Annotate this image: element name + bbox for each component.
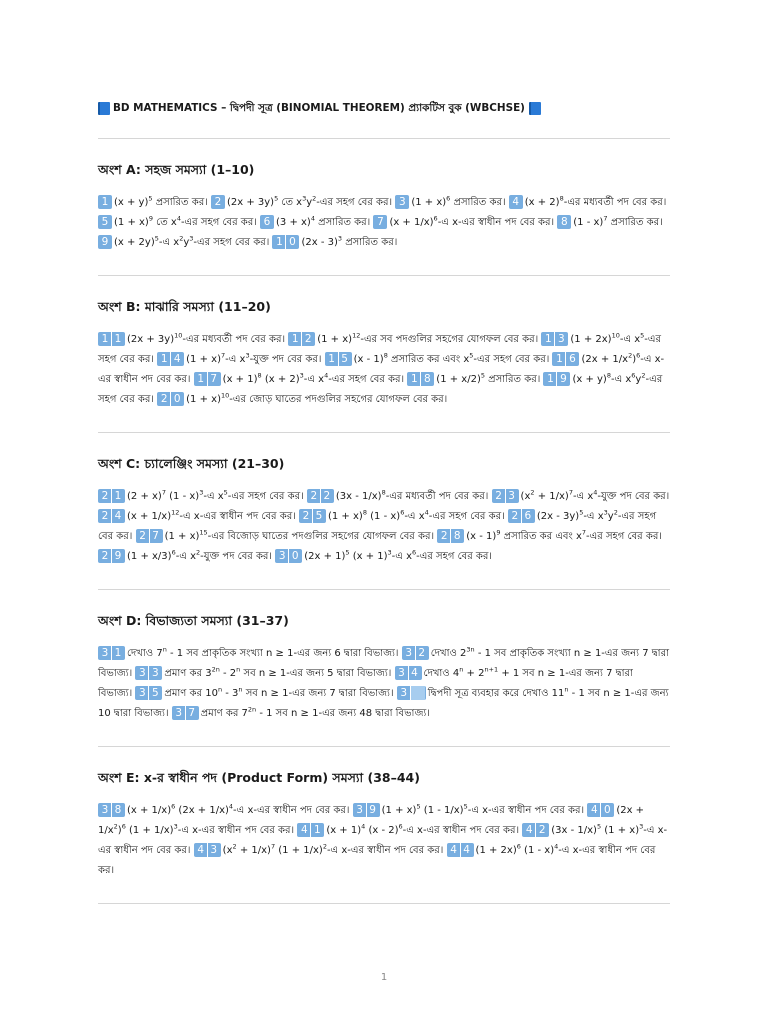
problem-text: $(1 + x)^6$ প্রসারিত কর। bbox=[411, 194, 506, 208]
page-number: 1 bbox=[380, 972, 388, 983]
problem-text: $(x + 1/x)^{12}-এ$ x-এর স্বাধীন পদ বের কর। bbox=[127, 508, 296, 522]
problem-text: $(1 + x)^{15}-এর$ বিজোড় ঘাতের পদগুলির সহগের যোগফল বের কর। bbox=[164, 528, 435, 542]
section bbox=[98, 276, 670, 432]
problem-text: $(1 + 2x)^{10}-এ$ $x^5-এর$ সহগ বের কর। bbox=[98, 331, 662, 365]
problem-number-badge: 2 7 bbox=[136, 529, 163, 543]
problem-number-badge: 1 3 bbox=[541, 332, 568, 346]
problem-item bbox=[172, 705, 430, 719]
problem-text: দেখাও 7$^n$ - 1 সব প্রাকৃতিক সংখ্যা n ≥ 1-এর জন্য 6 দ্বারা বিভাজ্য। bbox=[127, 645, 399, 659]
problem-number-badge: 2 1 bbox=[98, 489, 125, 503]
problem-text: $(2x + 1)^5$ $(x + 1)^3-এ$ $x^6-এর$ সহগ বের কর। bbox=[304, 548, 492, 562]
problem-number-badge: 3 4 bbox=[395, 666, 422, 680]
document-page bbox=[98, 100, 670, 904]
problem-number-badge: 3 3 bbox=[135, 666, 162, 680]
document-title: BD MATHEMATICS – দ্বিপদী সূত্র (BINOMIAL THEOREM) প্র্যাকটিস বুক (WBCHSE) bbox=[113, 102, 525, 114]
problem-item bbox=[194, 371, 405, 385]
problem-item bbox=[373, 214, 555, 228]
problem-text: $(2x + 1/x^2)^6$ $(1 + 1/x)^3-এ$ x-এর স্বাধীন পদ বের কর। bbox=[98, 805, 645, 836]
problem-item bbox=[98, 234, 270, 248]
problem-text: $(2x + 3y)^5$ তে $x^3y^2-এর$ সহগ বের কর। bbox=[226, 194, 393, 208]
problem-item bbox=[395, 194, 506, 208]
problem-text: $(3 + x)^4$ প্রসারিত কর। bbox=[276, 214, 371, 228]
problem-number-badge: 3 bbox=[395, 195, 409, 209]
problem-list bbox=[98, 487, 670, 567]
problem-text: $(x + 2y)^5-এ$ $x^2y^3-এর$ সহগ বের কর। bbox=[114, 234, 270, 248]
problem-text: $(1 + x)^5$ (1 - 1/x)$^5$-এ x-এর স্বাধীন পদ বের কর। bbox=[381, 802, 585, 816]
problem-item bbox=[98, 508, 296, 522]
problem-item bbox=[297, 822, 520, 836]
problem-item bbox=[437, 528, 662, 542]
problem-text: দেখাও $2^{3n} - 1$ সব প্রাকৃতিক সংখ্যা n ≥ 1-এর জন্য 7 দ্বারা বিভাজ্য। bbox=[98, 645, 669, 679]
section bbox=[98, 747, 670, 903]
problem-text: $(1 + x/2)^5$ প্রসারিত কর। bbox=[436, 371, 541, 385]
problem-number-badge: 1 6 bbox=[552, 352, 579, 366]
section bbox=[98, 433, 670, 589]
sections-container bbox=[98, 139, 670, 904]
problem-item bbox=[557, 214, 663, 228]
problem-number-badge: 2 2 bbox=[307, 489, 334, 503]
document-title-row bbox=[98, 100, 670, 116]
problem-text: $(1 + x)^8$ (1 - x)$^6$-এ $x^4-এর$ সহগ বের কর। bbox=[327, 508, 505, 522]
problem-number-badge: 3 7 bbox=[172, 706, 199, 720]
problem-item bbox=[98, 488, 304, 502]
problem-text: $(2x + 3y)^{10}-এর$ মধ্যবর্তী পদ বের কর। bbox=[127, 331, 286, 345]
problem-item bbox=[288, 331, 539, 345]
problem-text: $(x + 2)^8-এর$ মধ্যবর্তী পদ বের কর। bbox=[524, 194, 667, 208]
problem-number-badge: 4 1 bbox=[297, 823, 324, 837]
section-heading: অংশ A: সহজ সমস্যা (1–10) bbox=[98, 162, 255, 177]
problem-item bbox=[509, 194, 667, 208]
problem-text: $(2 + x)^7$ (1 - x)$^3$-এ $x^5-এর$ সহগ বের কর। bbox=[127, 488, 304, 502]
problem-number-badge: 4 3 bbox=[194, 843, 221, 857]
problem-text: $(x + 1)^4$ (x - 2)$^6$-এ x-এর স্বাধীন পদ বের কর। bbox=[326, 822, 520, 836]
divider bbox=[98, 903, 670, 904]
problem-text: $(x + 1/x)^6-এ$ x-এর স্বাধীন পদ বের কর। bbox=[389, 214, 555, 228]
problem-item bbox=[272, 234, 398, 248]
problem-item bbox=[135, 665, 392, 679]
problem-item bbox=[299, 508, 505, 522]
problem-text: ($x^2$ + $1/x)^7-এ$ $x^4-যুক্ত$ পদ বের কর। bbox=[520, 488, 670, 502]
problem-number-badge: 6 bbox=[260, 215, 274, 229]
section bbox=[98, 139, 670, 275]
problem-text: $(x^2 + 1/x)^7$ $(1 + 1/x)^2-এ$ x-এর স্বাধীন পদ বের কর। bbox=[222, 842, 444, 856]
problem-number-badge: 7 bbox=[373, 215, 387, 229]
problem-number-badge: 3 bbox=[397, 686, 426, 700]
problem-number-badge: 4 bbox=[509, 195, 523, 209]
book-icon bbox=[529, 102, 541, 115]
problem-item bbox=[157, 351, 322, 365]
problem-number-badge: 1 1 bbox=[98, 332, 125, 346]
problem-number-badge: 2 4 bbox=[98, 509, 125, 523]
problem-number-badge: 1 5 bbox=[325, 352, 352, 366]
problem-list bbox=[98, 801, 670, 881]
problem-text: $(x + 1/x)^6$ $(2x + 1/x)^4-এ$ x-এর স্বাধীন পদ বের কর। bbox=[127, 802, 350, 816]
problem-text: (2x - 3y)$^5$-এ $x^3y^2-এর$ সহগ বের কর। bbox=[98, 508, 657, 542]
problem-text: $(x + y)^5$ প্রসারিত কর। bbox=[114, 194, 208, 208]
problem-number-badge: 1 bbox=[98, 195, 112, 209]
problem-number-badge: 2 3 bbox=[492, 489, 519, 503]
problem-number-badge: 5 bbox=[98, 215, 112, 229]
problem-text: (x - 1)$^9$ প্রসারিত কর এবং $x^7-এর$ সহগ বের কর। bbox=[466, 528, 662, 542]
problem-item bbox=[135, 685, 394, 699]
problem-text: প্রমাণ কর $7^{2n} - 1$ সব n ≥ 1-এর জন্য 48 দ্বারা বিভাজ্য। bbox=[200, 705, 430, 719]
problem-number-badge: 4 2 bbox=[522, 823, 549, 837]
problem-number-badge: 8 bbox=[557, 215, 571, 229]
problem-item bbox=[260, 214, 371, 228]
problem-number-badge: 3 9 bbox=[353, 803, 380, 817]
problem-text: (3x - 1/x)$^8$-এর মধ্যবর্তী পদ বের কর। bbox=[335, 488, 489, 502]
problem-item bbox=[325, 351, 550, 365]
section-heading: অংশ B: মাঝারি সমস্যা (11–20) bbox=[98, 299, 271, 314]
problem-item bbox=[492, 488, 670, 502]
problem-item bbox=[194, 842, 444, 856]
problem-text: $(1 + x)^9$ তে $x^4-এর$ সহগ বের কর। bbox=[114, 214, 257, 228]
problem-text: (x - 1)$^8$ প্রসারিত কর এবং $x^5-এর$ সহগ বের কর। bbox=[353, 351, 550, 365]
problem-list bbox=[98, 193, 670, 253]
problem-item bbox=[211, 194, 393, 208]
problem-number-badge: 2 8 bbox=[437, 529, 464, 543]
problem-text: (1 - x)$^7$ প্রসারিত কর। bbox=[573, 214, 663, 228]
problem-list bbox=[98, 330, 670, 410]
problem-text: $(1 + x)^{10}-এর$ জোড় ঘাতের পদগুলির সহগের যোগফল বের কর। bbox=[186, 391, 448, 405]
problem-item bbox=[157, 391, 448, 405]
problem-text: দেখাও $4^n + 2^{n+1} + 1$ সব n ≥ 1-এর জন্য 7 দ্বারা বিভাজ্য। bbox=[98, 665, 633, 699]
problem-number-badge: 1 8 bbox=[407, 372, 434, 386]
problem-text: $(2x + 1/x^2)^6-এ$ x-এর স্বাধীন পদ বের কর। bbox=[98, 351, 665, 385]
problem-number-badge: 1 0 bbox=[272, 235, 299, 249]
problem-text: দ্বিপদী সূত্র ব্যবহার করে দেখাও 11$^n$ - 1 সব n ≥ 1-এর জন্য 10 দ্বারা বিভাজ্য। bbox=[98, 685, 669, 719]
problem-item bbox=[98, 331, 286, 345]
problem-number-badge: 3 8 bbox=[98, 803, 125, 817]
problem-number-badge: 3 1 bbox=[98, 646, 125, 660]
problem-number-badge: 2 9 bbox=[98, 549, 125, 563]
problem-item bbox=[98, 802, 350, 816]
problem-item bbox=[98, 194, 208, 208]
problem-number-badge: 4 4 bbox=[447, 843, 474, 857]
problem-number-badge: 1 4 bbox=[157, 352, 184, 366]
problem-number-badge: 2 bbox=[211, 195, 225, 209]
problem-number-badge: 2 5 bbox=[299, 509, 326, 523]
problem-item bbox=[136, 528, 435, 542]
problem-number-badge: 4 0 bbox=[587, 803, 614, 817]
section bbox=[98, 590, 670, 746]
problem-number-badge: 3 0 bbox=[275, 549, 302, 563]
book-icon bbox=[98, 102, 110, 115]
problem-text: (3x - 1/x)$^5$ $(1 + x)^3-এ$ x-এর স্বাধীন পদ বের কর। bbox=[98, 822, 668, 856]
problem-item bbox=[98, 645, 399, 659]
problem-item bbox=[98, 214, 257, 228]
section-heading: অংশ D: বিভাজ্যতা সমস্যা (31–37) bbox=[98, 613, 289, 628]
problem-text: $(1 + x)^{12}-এর$ সব পদগুলির সহগের যোগফল বের কর। bbox=[317, 331, 539, 345]
problem-text: $(x + y)^8-এ$ $x^6y^2-এর$ সহগ বের কর। bbox=[98, 371, 663, 405]
problem-item bbox=[275, 548, 492, 562]
section-heading: অংশ C: চ্যালেঞ্জিং সমস্যা (21–30) bbox=[98, 456, 285, 471]
problem-text: (2x - 3)$^3$ প্রসারিত কর। bbox=[301, 234, 398, 248]
problem-number-badge: 1 2 bbox=[288, 332, 315, 346]
problem-number-badge: 2 6 bbox=[508, 509, 535, 523]
problem-number-badge: 9 bbox=[98, 235, 112, 249]
problem-number-badge: 3 5 bbox=[135, 686, 162, 700]
problem-item bbox=[307, 488, 489, 502]
section-heading: অংশ E: x-র স্বাধীন পদ (Product Form) সমস্যা (38–44) bbox=[98, 770, 420, 785]
problem-number-badge: 2 0 bbox=[157, 392, 184, 406]
problem-text: $(x + 1)^8$ $(x + 2)^3-এ$ $x^4-এর$ সহগ বের কর। bbox=[222, 371, 405, 385]
problem-list bbox=[98, 644, 670, 724]
problem-item bbox=[98, 548, 273, 562]
problem-number-badge: 1 7 bbox=[194, 372, 221, 386]
problem-number-badge: 1 9 bbox=[543, 372, 570, 386]
problem-text: $(1 + x/3)^6-এ$ $x^2-যুক্ত$ পদ বের কর। bbox=[127, 548, 273, 562]
problem-text: প্রমাণ কর 10$^n$ - 3$^n$ সব n ≥ 1-এর জন্য 7 দ্বারা বিভাজ্য। bbox=[164, 685, 394, 699]
problem-item bbox=[407, 371, 541, 385]
problem-item bbox=[353, 802, 585, 816]
problem-text: প্রমাণ কর $3^{2n} - 2^n$ সব n ≥ 1-এর জন্য 5 দ্বারা বিভাজ্য। bbox=[164, 665, 392, 679]
problem-text: $(1 + 2x)^6$ (1 - x)$^4$-এ x-এর স্বাধীন পদ বের কর। bbox=[98, 842, 656, 876]
problem-text: $(1 + x)^7-এ$ $x^3-যুক্ত$ পদ বের কর। bbox=[186, 351, 322, 365]
problem-number-badge: 3 2 bbox=[402, 646, 429, 660]
